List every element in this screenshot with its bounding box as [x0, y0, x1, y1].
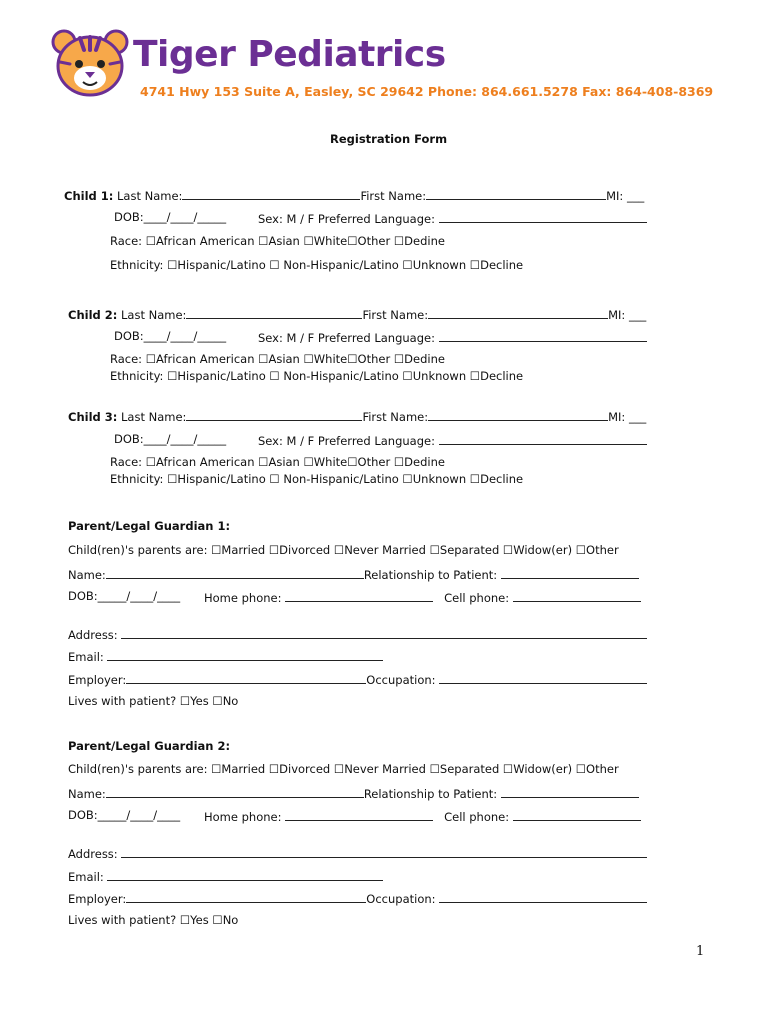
- guardian1-occupation-field[interactable]: [439, 671, 647, 684]
- child3-language-field[interactable]: [439, 432, 647, 445]
- child2-sex-label: Sex: M / F Preferred Language:: [258, 331, 439, 345]
- guardian2-relationship-field[interactable]: [501, 785, 639, 798]
- page-number: 1: [696, 944, 705, 959]
- child3-sex-row: [258, 432, 647, 448]
- guardian1-email-label: Email:: [68, 650, 108, 664]
- child2-mi-label: MI: ___: [608, 308, 647, 322]
- child1-last-name-field[interactable]: [182, 187, 360, 200]
- child3-ethnicity-options[interactable]: Ethnicity: ☐Hispanic/Latino ☐ Non-Hispanic/Latino ☐Unknown ☐Decline: [110, 472, 524, 486]
- child3-mi-label: MI: ___: [608, 410, 647, 424]
- child1-first-name-field[interactable]: [426, 187, 606, 200]
- guardian1-employer-row: [68, 671, 647, 687]
- guardian2-employer-row: [68, 890, 647, 906]
- guardian2-cell-phone-field[interactable]: [513, 808, 641, 821]
- child3-last-name-field[interactable]: [186, 408, 362, 421]
- guardian2-heading: Parent/Legal Guardian 2:: [68, 739, 231, 753]
- guardian2-address-field[interactable]: [121, 845, 647, 858]
- guardian1-relationship-label: Relationship to Patient:: [363, 568, 501, 582]
- child1-first-name-label: First Name:: [360, 189, 427, 203]
- child1-sex-label: Sex: M / F Preferred Language:: [258, 212, 439, 226]
- guardian2-lives-with-options[interactable]: Lives with patient? ☐Yes ☐No: [68, 913, 239, 927]
- guardian1-address-row: [68, 626, 647, 642]
- guardian1-home-phone-field[interactable]: [285, 589, 433, 602]
- guardian1-name-row: [68, 566, 639, 582]
- child3-first-name-label: First Name:: [362, 410, 429, 424]
- guardian1-employer-field[interactable]: [126, 671, 366, 684]
- guardian2-name-label: Name:: [68, 787, 106, 801]
- guardian1-name-label: Name:: [68, 568, 106, 582]
- guardian2-dob-field[interactable]: DOB:_____/____/____: [68, 808, 181, 822]
- form-title: Registration Form: [330, 132, 448, 146]
- guardian2-employer-field[interactable]: [126, 890, 366, 903]
- child2-last-name-label: Last Name:: [121, 308, 187, 322]
- guardian1-email-row: [68, 648, 383, 664]
- child1-dob-field[interactable]: DOB:____/____/_____: [114, 210, 227, 224]
- child3-heading: Child 3:: [68, 410, 118, 424]
- child2-ethnicity-options[interactable]: Ethnicity: ☐Hispanic/Latino ☐ Non-Hispanic/Latino ☐Unknown ☐Decline: [110, 369, 524, 383]
- child1-sex-row: [258, 210, 647, 226]
- child3-sex-label: Sex: M / F Preferred Language:: [258, 434, 439, 448]
- guardian1-address-label: Address:: [68, 628, 122, 642]
- guardian2-occupation-label: Occupation:: [366, 892, 440, 906]
- tiger-face-icon: [50, 28, 130, 98]
- guardian2-address-row: [68, 845, 647, 861]
- brand-name: Tiger Pediatrics: [133, 34, 446, 75]
- guardian1-relationship-field[interactable]: [501, 566, 639, 579]
- guardian1-lives-with-options[interactable]: Lives with patient? ☐Yes ☐No: [68, 694, 239, 708]
- child3-name-row: [68, 408, 646, 424]
- child2-first-name-field[interactable]: [428, 306, 608, 319]
- guardian2-email-label: Email:: [68, 870, 108, 884]
- guardian2-phone-row: [204, 808, 641, 824]
- guardian1-address-field[interactable]: [121, 626, 647, 639]
- guardian1-phone-row: [204, 589, 641, 605]
- guardian1-cell-phone-field[interactable]: [513, 589, 641, 602]
- guardian2-name-field[interactable]: [106, 785, 364, 798]
- child1-language-field[interactable]: [439, 210, 647, 223]
- guardian2-parents-status-options[interactable]: Child(ren)'s parents are: ☐Married ☐Divorced ☐Never Married ☐Separated ☐Widow(er) ☐Other: [68, 762, 619, 776]
- guardian2-relationship-label: Relationship to Patient:: [363, 787, 501, 801]
- child2-language-field[interactable]: [439, 329, 647, 342]
- child2-race-options[interactable]: Race: ☐African American ☐Asian ☐White☐Other ☐Dedine: [110, 352, 445, 366]
- guardian2-employer-label: Employer:: [68, 892, 127, 906]
- child2-last-name-field[interactable]: [186, 306, 362, 319]
- guardian1-employer-label: Employer:: [68, 673, 127, 687]
- guardian2-email-row: [68, 868, 383, 884]
- guardian2-occupation-field[interactable]: [439, 890, 647, 903]
- child1-ethnicity-options[interactable]: Ethnicity: ☐Hispanic/Latino ☐ Non-Hispanic/Latino ☐Unknown ☐Decline: [110, 258, 524, 272]
- child2-name-row: [68, 306, 646, 322]
- guardian2-email-field[interactable]: [107, 868, 383, 881]
- guardian1-heading: Parent/Legal Guardian 1:: [68, 519, 231, 533]
- child2-dob-field[interactable]: DOB:____/____/_____: [114, 329, 227, 343]
- child3-dob-field[interactable]: DOB:____/____/_____: [114, 432, 227, 446]
- guardian2-cell-phone-label: Cell phone:: [444, 810, 513, 824]
- child2-sex-row: [258, 329, 647, 345]
- child1-heading: Child 1:: [64, 189, 114, 203]
- guardian1-occupation-label: Occupation:: [366, 673, 440, 687]
- guardian1-parents-status-options[interactable]: Child(ren)'s parents are: ☐Married ☐Divorced ☐Never Married ☐Separated ☐Widow(er) ☐Other: [68, 543, 619, 557]
- child1-race-options[interactable]: Race: ☐African American ☐Asian ☐White☐Other ☐Dedine: [110, 234, 445, 248]
- guardian1-cell-phone-label: Cell phone:: [444, 591, 513, 605]
- child3-race-options[interactable]: Race: ☐African American ☐Asian ☐White☐Other ☐Dedine: [110, 455, 445, 469]
- guardian1-home-phone-label: Home phone:: [204, 591, 286, 605]
- guardian1-name-field[interactable]: [106, 566, 364, 579]
- guardian2-home-phone-label: Home phone:: [204, 810, 286, 824]
- child3-first-name-field[interactable]: [428, 408, 608, 421]
- child1-mi-label: MI: ___: [606, 189, 645, 203]
- child1-name-row: [64, 187, 644, 203]
- guardian2-address-label: Address:: [68, 847, 122, 861]
- child3-last-name-label: Last Name:: [121, 410, 187, 424]
- child2-first-name-label: First Name:: [362, 308, 429, 322]
- clinic-address-line: 4741 Hwy 153 Suite A, Easley, SC 29642 Phone: 864.661.5278 Fax: 864-408-8369: [140, 84, 714, 99]
- guardian1-dob-field[interactable]: DOB:_____/____/____: [68, 589, 181, 603]
- guardian2-home-phone-field[interactable]: [285, 808, 433, 821]
- guardian2-name-row: [68, 785, 639, 801]
- child1-last-name-label: Last Name:: [117, 189, 183, 203]
- child2-heading: Child 2:: [68, 308, 118, 322]
- guardian1-email-field[interactable]: [107, 648, 383, 661]
